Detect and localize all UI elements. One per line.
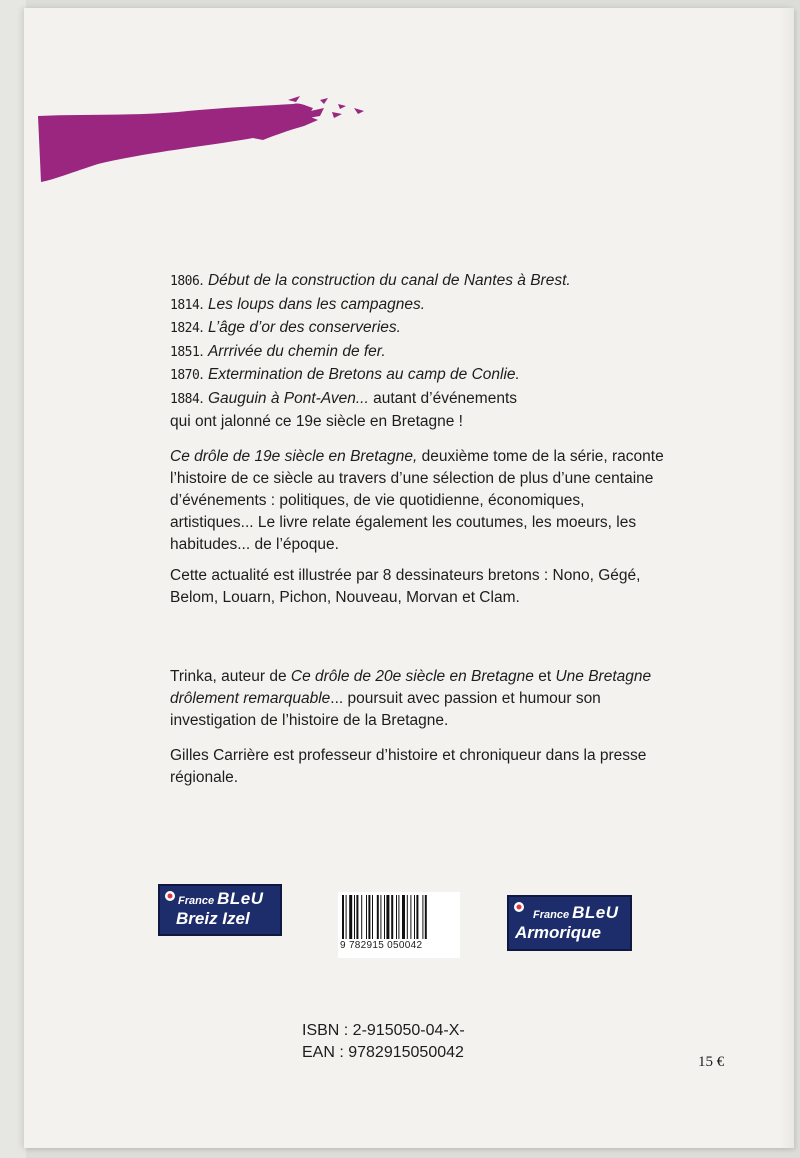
france-bleu-mark-icon [513,901,525,913]
timeline-event: Les loups dans les campagnes. [207,295,426,313]
barcode-bar [380,895,381,939]
barcode-bar [346,895,347,939]
barcode-bar [366,895,367,939]
barcode-bar [398,895,399,939]
barcode-bar [414,895,415,939]
author-rest: ... poursuit avec passion et humour son investigation de l’histoire de la Bretagne. [170,690,601,729]
barcode-bar [402,895,405,939]
description-paragraph [170,446,670,556]
logo-station: Breiz Izel [176,909,250,928]
ean-line: EAN : 9782915050042 [302,1044,464,1061]
timeline-event-tail: autant d’événements [368,389,518,407]
timeline-year: 1851 [170,344,200,360]
timeline-row: 1806. Début de la construction du canal de Nantes à Brest. [170,272,571,289]
barcode-bar [391,895,393,939]
logo-bleu: BLeU [572,903,619,922]
timeline-row: 1870. Extermination de Bretons au camp de Conlie. [170,366,520,383]
barcode-bar [386,895,389,939]
price-label: 15 € [698,1054,725,1070]
france-bleu-breiz-izel-logo [158,884,282,936]
logo-brand: France [178,895,215,907]
timeline-year: 1870 [170,368,200,383]
barcode-bar [422,895,423,939]
cover-edge-shadow [780,8,794,1148]
barcode-bar [396,895,397,939]
barcode-bar [377,895,379,939]
barcode-number: 9 782915 050042 [340,940,423,951]
coauthor-paragraph: Gilles Carrière est professeur d’histoire et chroniqueur dans la presse régionale. [170,747,647,786]
timeline-event: Début de la construction du canal de Nantes à Brest. [207,272,571,289]
author-mid: et [533,668,556,685]
timeline-row: 1824. L’âge d’or des conserveries. [170,319,401,336]
barcode-bar [368,895,370,939]
timeline-event: L’âge d’or des conserveries. [207,319,401,336]
barcode-bar [384,895,385,939]
timeline-list [170,270,670,434]
timeline-closing: qui ont jalonné ce 19e siècle en Bretagne ! [170,413,463,430]
barcode-bar [361,895,362,939]
barcode-bar [372,895,373,939]
logo-brand: France [533,909,570,921]
timeline-row: 1884. Gauguin à Pont-Aven... autant d’événements [170,389,518,407]
barcode-bar [354,895,355,939]
timeline-event: Extermination de Bretons au camp de Conlie. [207,366,520,383]
ean-barcode [338,892,460,958]
france-bleu-mark-icon [164,890,176,902]
author-lead: Trinka, auteur de [170,668,291,685]
barcode-bar [356,895,358,939]
book-back-cover [24,8,794,1148]
background-surface [0,0,26,1158]
barcode-bar [410,895,411,939]
barcode-bars [342,895,454,939]
isbn-line: ISBN : 2-915050-04-X- [302,1022,465,1039]
isbn-block [302,1020,465,1064]
illustrators-paragraph: Cette actualité est illustrée par 8 dessinateurs bretons : Nono, Gégé, Belom, Louarn, Pichon, Nouveau, Morvan et Clam. [170,567,641,606]
book-title: Ce drôle de 20e siècle en Bretagne [290,668,534,685]
logo-bleu: BLeU [217,889,264,908]
book-title: Une Bretagne drôlement remarquable [170,668,652,707]
timeline-row: 1814. Les loups dans les campagnes. [170,295,426,313]
barcode-bar [407,895,408,939]
magenta-brush-stroke [38,94,378,194]
description-text: deuxième tome de la série, raconte l’histoire de ce siècle au travers d’une sélection de plus d’une centaine d’événements : politiques, de vie quotidienne, économiques, artistiques... Le livre relate également les coutumes, les moeurs, les habitudes... de l’époque. [170,448,664,553]
author-paragraph [170,666,670,732]
book-title: Ce drôle de 19e siècle en Bretagne, [170,448,418,465]
barcode-bar [416,895,418,939]
timeline-year: 1884 [170,391,200,407]
timeline-event: Arrrivée du chemin de fer. [207,342,386,360]
timeline-year: 1806 [170,274,200,289]
timeline-year: 1824 [170,321,200,336]
barcode-bar [425,895,427,939]
logo-station: Armorique [515,923,601,942]
timeline-row: 1851. Arrrivée du chemin de fer. [170,342,386,360]
timeline-year: 1814 [170,297,200,313]
barcode-bar [349,895,352,939]
france-bleu-armorique-logo [507,895,632,951]
barcode-bar [342,895,344,939]
timeline-event: Gauguin à Pont-Aven... [207,389,369,407]
